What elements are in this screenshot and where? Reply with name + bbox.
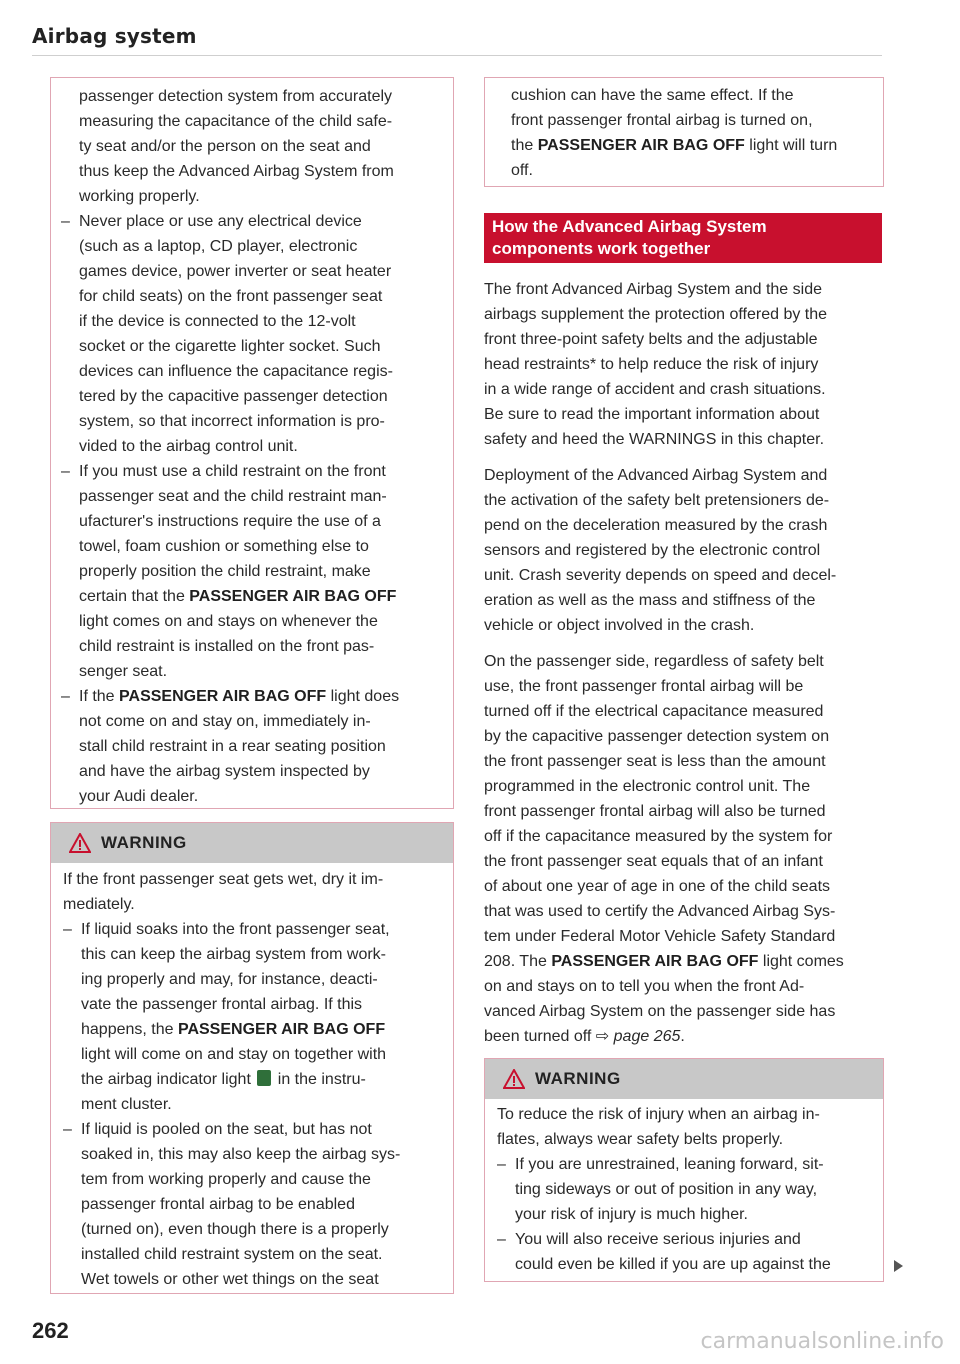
text: the [511, 137, 538, 154]
line: measuring the capacitance of the child safe- [79, 113, 393, 130]
list-item: – If liquid is pooled on the seat, but has not soaked in, this may also keep the airbag sys- tem from working properly and cause the passenger frontal airbag to be enabled (turned on), even though there is a properly installed child restraint system on the seat. Wet towels or other wet things on the seat [63, 1117, 451, 1292]
warning-title: WARNING [535, 1069, 621, 1088]
line: turned off if the electrical capacitance measured [484, 703, 824, 720]
line: passenger detection system from accurately [79, 88, 393, 105]
line: your Audi dealer. [79, 788, 199, 805]
line: pend on the deceleration measured by the crash [484, 517, 828, 534]
intro-lines [79, 84, 451, 209]
line [511, 133, 881, 158]
line [81, 1067, 451, 1092]
line: the front passenger seat equals that of an infant [484, 853, 823, 870]
line: tem from working properly and cause the [81, 1171, 371, 1188]
line: this can keep the airbag system from work- [81, 946, 387, 963]
line: the activation of the safety belt pretensioners de- [484, 492, 830, 509]
line: socket or the cigarette lighter socket. Such [79, 338, 381, 355]
list-item: – You will also receive serious injuries and could even be killed if you are up against the [497, 1227, 881, 1277]
warning-title: WARNING [101, 833, 187, 852]
list-item: – If you are unrestrained, leaning forward, sit- ting sideways or out of position in any way, your risk of injury is much higher. [497, 1152, 881, 1227]
line: safety and heed the WARNINGS in this chapter. [484, 431, 825, 448]
text: in the instru- [273, 1071, 366, 1088]
text: happens, the [81, 1021, 178, 1038]
warning-triangle-icon [69, 833, 91, 853]
line: front passenger frontal airbag is turned on, [511, 112, 813, 129]
line: vided to the airbag control unit. [79, 438, 298, 455]
header-divider [32, 55, 882, 56]
line: On the passenger side, regardless of safety belt [484, 653, 824, 670]
line: front three-point safety belts and the adjustable [484, 331, 818, 348]
left-note-content [61, 84, 451, 809]
line: towel, foam cushion or something else to [79, 538, 369, 555]
list-item: – If liquid soaks into the front passenger seat, this can keep the airbag system from work- ing properly and may, for instance, deacti- vate the passenger frontal airbag. If this happens, the PASSENGER AIR BAG OFF light will come on and stay on together with the airbag indicator light in the instru- ment cluster. [63, 917, 451, 1117]
warning-box-right [484, 1058, 884, 1282]
warning-header [51, 823, 453, 863]
line: on and stays on to tell you when the front Ad- [484, 978, 805, 995]
right-note-content [511, 83, 881, 183]
line: games device, power inverter or seat heater [79, 263, 392, 280]
left-note-box [50, 77, 454, 809]
line: If liquid is pooled on the seat, but has not [81, 1121, 372, 1138]
line: for child seats) on the front passenger seat [79, 288, 383, 305]
line: ty seat and/or the person on the seat and [79, 138, 371, 155]
line [79, 584, 451, 609]
line: properly position the child restraint, make [79, 563, 371, 580]
line: installed child restraint system on the seat. [81, 1246, 383, 1263]
line: ment cluster. [81, 1096, 172, 1113]
line: If liquid soaks into the front passenger seat, [81, 921, 390, 938]
text: light comes [758, 953, 844, 970]
line: flates, always wear safety belts properly. [497, 1131, 784, 1148]
line: ufacturer's instructions require the use of a [79, 513, 381, 530]
airbag-indicator-icon [257, 1070, 271, 1086]
line: use, the front passenger frontal airbag will be [484, 678, 804, 695]
line [79, 684, 451, 709]
warning-right-content [497, 1102, 881, 1277]
line: You will also receive serious injuries and [515, 1231, 801, 1248]
line: off. [511, 162, 533, 179]
line: If you are unrestrained, leaning forward, sit- [515, 1156, 824, 1173]
line: in a wide range of accident and crash situations. [484, 381, 826, 398]
page-number: 262 [32, 1318, 69, 1343]
line: tem under Federal Motor Vehicle Safety Standard [484, 928, 836, 945]
line: soaked in, this may also keep the airbag sys- [81, 1146, 401, 1163]
text: . [680, 1028, 685, 1045]
text: been turned off [484, 1028, 596, 1045]
line: vate the passenger frontal airbag. If this [81, 996, 363, 1013]
line: senger seat. [79, 663, 168, 680]
line: by the capacitive passenger detection system on [484, 728, 830, 745]
line: passenger seat and the child restraint man- [79, 488, 387, 505]
right-note-box [484, 77, 884, 187]
continue-arrow-icon [894, 1260, 903, 1272]
warning-header [485, 1059, 883, 1099]
line: not come on and stay on, immediately in- [79, 713, 371, 730]
paragraph [484, 463, 884, 638]
line: Never place or use any electrical device [79, 213, 362, 230]
line: eration as well as the mass and stiffness of the [484, 592, 816, 609]
line: tered by the capacitive passenger detection [79, 388, 388, 405]
section-heading [484, 213, 882, 263]
line: (turned on), even though there is a properly [81, 1221, 389, 1238]
line: passenger frontal airbag to be enabled [81, 1196, 355, 1213]
text: If the [79, 688, 120, 705]
line: head restraints* to help reduce the risk of injury [484, 356, 819, 373]
text: light does [326, 688, 400, 705]
text: certain that the [79, 588, 190, 605]
line: The front Advanced Airbag System and the side [484, 281, 822, 298]
line [484, 949, 884, 974]
line: cushion can have the same effect. If the [511, 87, 794, 104]
line: unit. Crash severity depends on speed and decel- [484, 567, 837, 584]
section-title-line: components work together [492, 239, 711, 258]
text: light will turn [744, 137, 838, 154]
line: if the device is connected to the 12-volt [79, 313, 356, 330]
line: devices can influence the capacitance regis- [79, 363, 393, 380]
line: child restraint is installed on the front pas- [79, 638, 375, 655]
page-reference-link[interactable]: ⇨ page 265 [595, 1028, 681, 1045]
line [484, 1024, 884, 1049]
line: and have the airbag system inspected by [79, 763, 370, 780]
warning-triangle-icon [503, 1069, 525, 1089]
line: ting sideways or out of position in any way, [515, 1181, 818, 1198]
line: light comes on and stays on whenever the [79, 613, 378, 630]
line: vehicle or object involved in the crash. [484, 617, 755, 634]
line: ing properly and may, for instance, deacti- [81, 971, 378, 988]
line: vanced Airbag System on the passenger side has [484, 1003, 836, 1020]
line: If the front passenger seat gets wet, dry it im- [63, 871, 384, 888]
list-item: – If you must use a child restraint on the front passenger seat and the child restraint man- ufacturer's instructions require the use of a towel, foam cushion or something else to properly position the child restraint, make certain that the PASSENGER AIR BAG OFF light comes on and stays on whenever the child restraint is installed on the front pas- senger seat. [61, 459, 451, 684]
indicator-name: PASSENGER AIR BAG OFF [551, 953, 759, 970]
warning-box-left [50, 822, 454, 1294]
line: airbags supplement the protection offered by the [484, 306, 828, 323]
line: mediately. [63, 896, 135, 913]
paragraph [484, 277, 884, 452]
paragraph [484, 649, 884, 1049]
line: could even be killed if you are up against the [515, 1256, 831, 1273]
body-text [484, 277, 884, 1049]
line: Wet towels or other wet things on the seat [81, 1271, 379, 1288]
line: sensors and registered by the electronic control [484, 542, 821, 559]
line: To reduce the risk of injury when an airbag in- [497, 1106, 820, 1123]
line: system, so that incorrect information is pro- [79, 413, 385, 430]
line: that was used to certify the Advanced Airbag Sys- [484, 903, 836, 920]
line: off if the capacitance measured by the system for [484, 828, 833, 845]
line: light will come on and stay on together with [81, 1046, 387, 1063]
line: thus keep the Advanced Airbag System from [79, 163, 394, 180]
list-item: – Never place or use any electrical device (such as a laptop, CD player, electronic games device, power inverter or seat heater for child seats) on the front passenger seat if the device is connected to the 12-volt socket or the cigarette lighter socket. Such devices can influence the capacitance regis- tered by the capacitive passenger detection system, so that incorrect information is pro- vided to the airbag control unit. [61, 209, 451, 459]
line: programmed in the electronic control unit. The [484, 778, 811, 795]
indicator-name: PASSENGER AIR BAG OFF [537, 137, 745, 154]
line: the front passenger seat is less than the amount [484, 753, 826, 770]
indicator-name: PASSENGER AIR BAG OFF [119, 688, 327, 705]
line: If you must use a child restraint on the front [79, 463, 386, 480]
line: working properly. [79, 188, 200, 205]
watermark: carmanualsonline.info [700, 1329, 944, 1354]
warning-left-content [63, 867, 451, 1292]
line [81, 1017, 451, 1042]
line: of about one year of age in one of the child seats [484, 878, 831, 895]
indicator-name: PASSENGER AIR BAG OFF [189, 588, 397, 605]
indicator-name: PASSENGER AIR BAG OFF [177, 1021, 386, 1038]
list-item: – If the PASSENGER AIR BAG OFF light does not come on and stay on, immediately in- stall child restraint in a rear seating position and have the airbag system inspected by your Audi dealer. [61, 684, 451, 809]
text: 208. The [484, 953, 552, 970]
page-header-title: Airbag system [32, 24, 197, 48]
section-title-line: How the Advanced Airbag System [492, 217, 767, 236]
line: your risk of injury is much higher. [515, 1206, 748, 1223]
line: Deployment of the Advanced Airbag System and [484, 467, 828, 484]
line: stall child restraint in a rear seating position [79, 738, 386, 755]
line: Be sure to read the important information about [484, 406, 820, 423]
line: (such as a laptop, CD player, electronic [79, 238, 358, 255]
line: front passenger frontal airbag will also be turned [484, 803, 826, 820]
text: the airbag indicator light [81, 1071, 256, 1088]
